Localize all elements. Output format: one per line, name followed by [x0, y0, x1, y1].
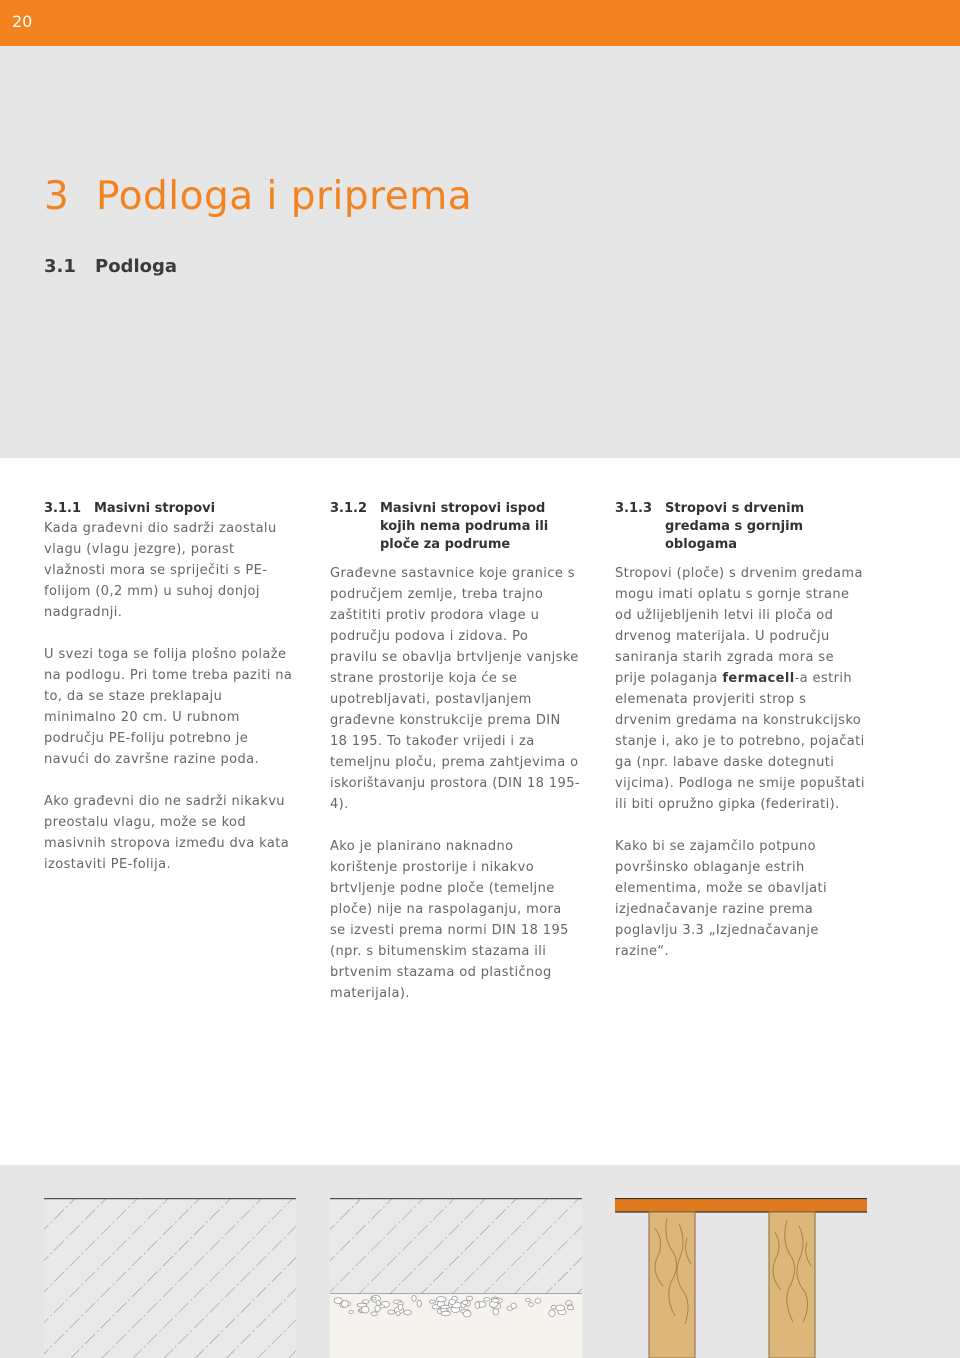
timber-beam-left: [649, 1212, 695, 1358]
subsection-title: Masivni stropovi: [94, 501, 216, 516]
paragraph-text: Stropovi (ploče) s drvenim gredama mogu imati oplatu s gornje strane od užlijebljenih letvi ili ploča od drvenog materijala. U području saniranja starih zgrada mora se prije polaganja: [615, 566, 863, 686]
subsection-number: 3.1.1: [44, 501, 82, 516]
page-number: 20: [12, 12, 33, 31]
chapter-number: 3: [44, 174, 70, 219]
concrete-slab-illustration: [44, 1198, 296, 1358]
paragraph: Ako je planirano naknadno korištenje prostorije i nikakvo brtvljenje podne ploče (temeljne ploče) nije na raspolaganju, mora se izvesti prema normi DIN 18 195 (npr. s bitumenskim stazama ili brtvenim stazama od plastičnog materijala).: [330, 839, 569, 1001]
subsection-title: Masivni stropovi ispod kojih nema podruma ili ploče za podrume: [380, 501, 549, 552]
title-panel: [0, 46, 960, 458]
board-layer: [615, 1198, 867, 1212]
paragraph-text: -a estrih elemenata provjeriti strop s drvenim gredama na konstrukcijsko stanje i, ako je to potrebno, pojačati ga (npr. labave daske dotegnuti vijcima). Podloga ne smije popuštati ili biti opružno gipka (federirati).: [615, 671, 865, 812]
slab-on-gravel-illustration: [330, 1198, 582, 1358]
slab-hatch: [44, 1198, 296, 1358]
timber-beam-right: [769, 1212, 815, 1358]
subsection-title: Stropovi s drvenim gredama s gornjim oblogama: [665, 501, 805, 552]
paragraph: Kako bi se zajamčilo potpuno površinsko oblaganje estrih elementima, može se obavljati izjednačavanje razine prema poglavlju 3.3 „Izjednačavanje razine“.: [615, 839, 827, 959]
column-3-1-3: [615, 500, 865, 983]
chapter-title: [44, 174, 472, 220]
section-title-text: Podloga: [95, 256, 178, 277]
subsection-number: 3.1.3: [615, 501, 653, 516]
subsection-heading: [615, 500, 865, 554]
paragraph: Građevne sastavnice koje granice s područjem zemlje, treba trajno zaštititi protiv prodora vlage u području podova i zidova. Po pravilu se obavlja brtvljenje vanjske strane prostorije koja će se upotrebljavati, postavljanjem građevne konstrukcije prema DIN 18 195. To također vrijedi i za temeljnu ploču, prema zahtjevima o iskorištavanju prostora (DIN 18 195-4).: [330, 566, 580, 812]
column-3-1-2: [330, 500, 580, 1025]
section-title: [44, 255, 177, 279]
chapter-title-text: Podloga i priprema: [96, 174, 473, 219]
header-bar: [0, 0, 960, 46]
subsection-heading: [44, 500, 294, 518]
paragraph: [615, 563, 865, 815]
subsection-heading: [330, 500, 580, 554]
slab-hatch: [330, 1198, 582, 1294]
subsection-number: 3.1.2: [330, 501, 368, 516]
paragraph: Ako građevni dio ne sadrži nikakvu preostalu vlagu, može se kod masivnih stropova između dva kata izostaviti PE-folija.: [44, 794, 290, 872]
brand-name: fermacell: [722, 671, 795, 686]
paragraph: U svezi toga se folija plošno polaže na podlogu. Pri tome treba paziti na to, da se staze preklapaju minimalno 20 cm. U rubnom području PE-foliju potrebno je navući do završne razine poda.: [44, 647, 293, 767]
paragraph: Kada građevni dio sadrži zaostalu vlagu (vlagu jezgre), porast vlažnosti mora se spriječiti s PE-folijom (0,2 mm) u suhoj donjoj nadgradnji.: [44, 521, 277, 620]
column-3-1-1: [44, 500, 294, 896]
timber-beam-illustration: [615, 1198, 867, 1358]
section-number: 3.1: [44, 256, 76, 277]
